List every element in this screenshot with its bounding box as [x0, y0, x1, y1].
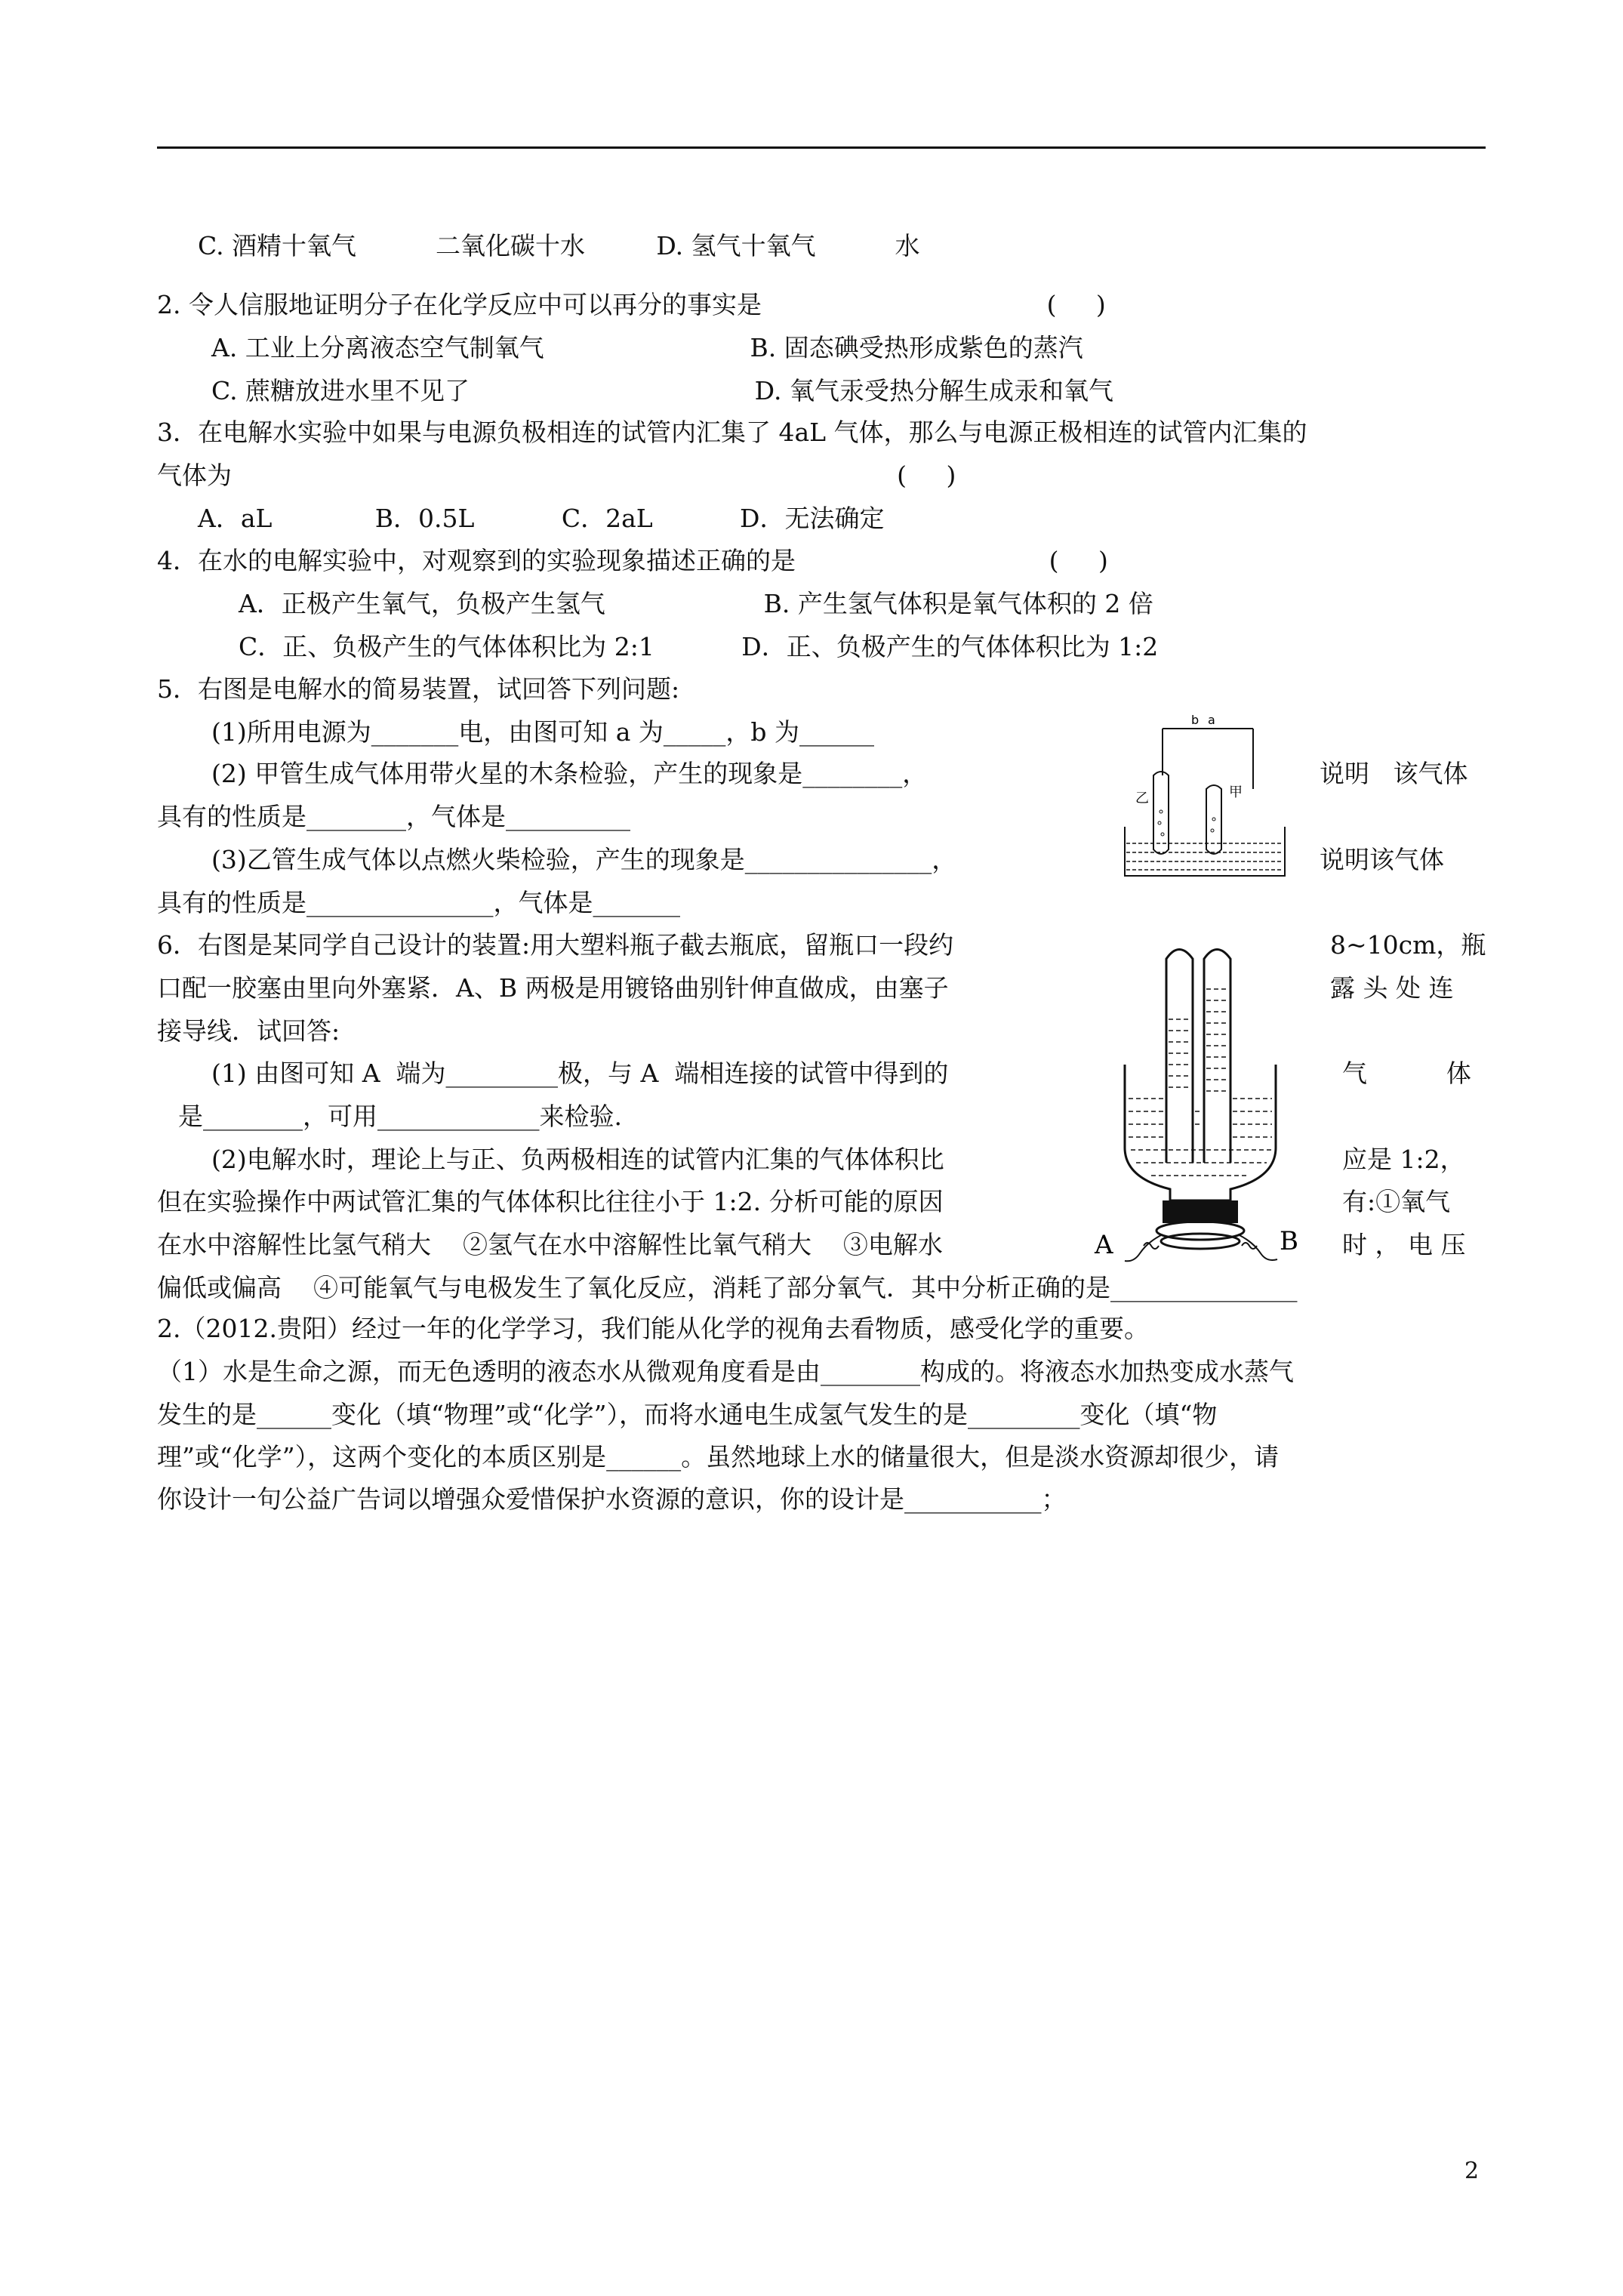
- q6-stem-3: 接导线．试回答:: [157, 1016, 340, 1046]
- q2-options-ab: A. 工业上分离液态空气制氧气 B. 固态碘受热形成紫色的蒸汽: [211, 333, 1083, 362]
- bottle-electrolysis-figure: [1087, 936, 1313, 1268]
- q3-stem-1: 3．在电解水实验中如果与电源负极相连的试管内汇集了 4aL 气体，那么与电源正极相连的试管内汇集的: [157, 418, 1307, 447]
- q6-side-text-4: 应是 1:2，: [1342, 1145, 1465, 1174]
- electrolysis-apparatus-figure: [1117, 706, 1291, 883]
- q3-stem-2: 气体为 ( ): [157, 461, 956, 490]
- q6-side-text-6: 时 ， 电 压: [1342, 1230, 1466, 1259]
- q7-part1-cont2: 理”或“化学”），这两个变化的本质区别是______。虽然地球上水的储量很大，但是淡水资源却很少，请: [157, 1442, 1280, 1472]
- fig1-label-jia: 甲: [1229, 784, 1243, 800]
- q6-side-text-3: 气 体: [1342, 1059, 1471, 1088]
- q4-options-ab: A．正极产生氧气，负极产生氢气 B. 产生氢气体积是氧气体积的 2 倍: [239, 589, 1153, 618]
- q5-part1: (1)所用电源为_______电，由图可知 a 为_____，b 为______: [211, 717, 875, 747]
- header-rule: [157, 146, 1486, 149]
- q5-part2-cont: 具有的性质是________，气体是__________: [157, 802, 630, 831]
- q5-part2: (2) 甲管生成气体用带火星的木条检验，产生的现象是________，: [211, 759, 928, 788]
- q6-stem-2: 口配一胶塞由里向外塞紧．A、B 两极是用镀铬曲别针伸直做成，由塞子: [157, 973, 949, 1003]
- q7-part1-cont1: 发生的是______变化（填“物理”或“化学”），而将水通电生成氢气发生的是_________变化（填“物: [157, 1400, 1218, 1429]
- q6-part2-cont3: 偏低或偏高 ④可能氧气与电极发生了氧化反应，消耗了部分氧气．其中分析正确的是_______________: [157, 1273, 1298, 1302]
- q6-side-text-1: 8~10cm，瓶: [1330, 930, 1486, 960]
- q7-part1-cont3: 你设计一句公益广告词以增强众爱惜保护水资源的意识，你的设计是___________；: [157, 1484, 1067, 1514]
- q5-side-text-1: 说明 该气体: [1320, 759, 1468, 788]
- fig1-label-b: b: [1191, 713, 1200, 727]
- q6-part1-cont: 是________，可用_____________来检验.: [178, 1102, 622, 1131]
- q2-options-cd: C. 蔗糖放进水里不见了 D. 氧气汞受热分解生成汞和氧气: [211, 376, 1113, 405]
- q6-part2-cont2: 在水中溶解性比氢气稍大 ②氢气在水中溶解性比氧气稍大 ③电解水: [157, 1230, 943, 1259]
- fig1-label-a: a: [1208, 713, 1215, 727]
- fig2-label-B: B: [1280, 1226, 1298, 1256]
- q4-options-cd: C．正、负极产生的气体体积比为 2:1 D．正、负极产生的气体体积比为 1:2: [239, 632, 1159, 661]
- q7-part1: （1）水是生命之源，而无色透明的液态水从微观角度看是由________构成的。将液态水加热变成水蒸气: [157, 1357, 1294, 1386]
- fig1-label-yi: 乙: [1135, 791, 1149, 806]
- q6-part2: (2)电解水时，理论上与正、负两极相连的试管内汇集的气体体积比: [211, 1145, 944, 1174]
- q6-part1: (1) 由图可知 A 端为_________极，与 A 端相连接的试管中得到的: [211, 1059, 949, 1088]
- q6-side-text-5: 有:①氧气: [1342, 1187, 1451, 1216]
- q7-stem: 2.（2012.贵阳）经过一年的化学学习，我们能从化学的视角去看物质，感受化学的重要。: [157, 1314, 1149, 1343]
- fig2-label-A: A: [1095, 1230, 1113, 1260]
- page-number: 2: [1464, 2158, 1480, 2184]
- q1-option-cd: C. 酒精十氧气 二氧化碳十水 D. 氢气十氧气 水: [198, 231, 920, 260]
- q5-side-text-2: 说明该气体: [1320, 845, 1444, 874]
- q4-stem: 4．在水的电解实验中，对观察到的实验现象描述正确的是 ( ): [157, 546, 1108, 575]
- q6-part2-cont1: 但在实验操作中两试管汇集的气体体积比往往小于 1:2. 分析可能的原因: [157, 1187, 944, 1216]
- q5-part3: (3)乙管生成气体以点燃火柴检验，产生的现象是_______________，: [211, 845, 957, 874]
- q2-stem: 2. 令人信服地证明分子在化学反应中可以再分的事实是 ( ): [157, 290, 1106, 319]
- q5-part3-cont: 具有的性质是_______________，气体是_______: [157, 888, 680, 917]
- q3-options: A．aL B．0.5L C．2aL D．无法确定: [198, 504, 885, 533]
- q6-stem-1: 6．右图是某同学自己设计的装置:用大塑料瓶子截去瓶底，留瓶口一段约: [157, 930, 954, 960]
- q6-side-text-2: 露 头 处 连: [1330, 973, 1454, 1003]
- q5-stem: 5．右图是电解水的简易装置，试回答下列问题:: [157, 674, 680, 704]
